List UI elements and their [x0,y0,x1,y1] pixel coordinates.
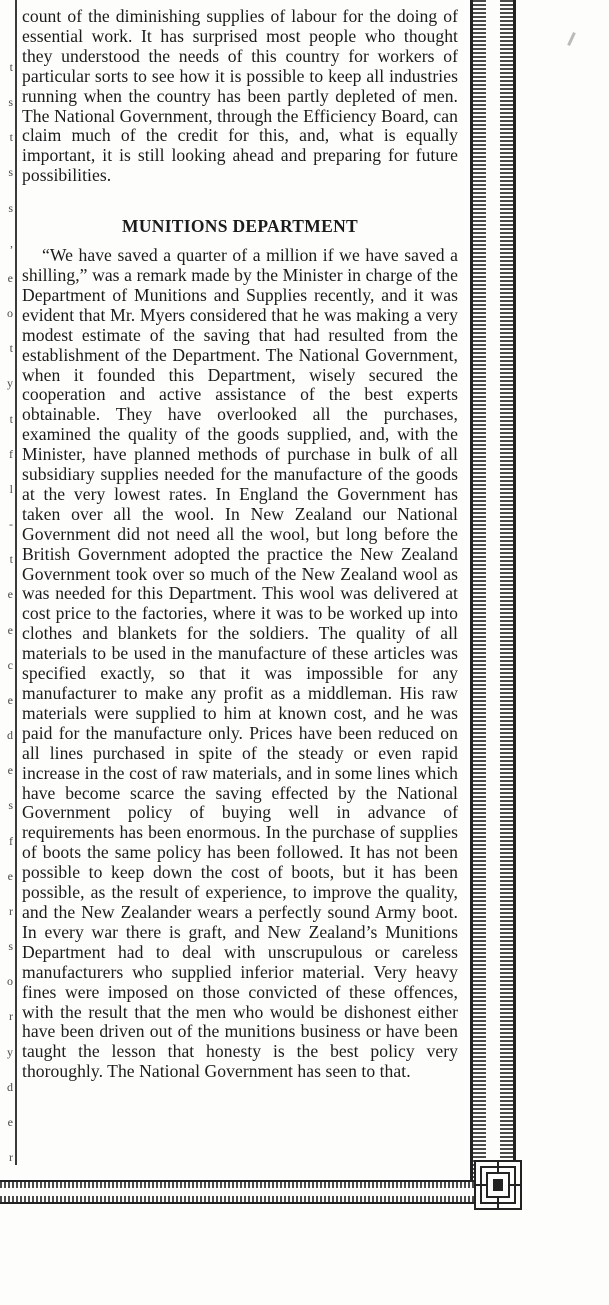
gutter-fragment: d [7,1080,13,1094]
gutter-fragment: d [7,728,13,742]
scan-speck [567,32,576,46]
border-bottom-edge [0,1180,512,1182]
gutter-fragment: s [8,798,13,812]
gutter-fragment: e [7,1115,13,1129]
intro-paragraph: count of the diminishing supplies of labour for the doing of essential work. It has surprised most people who thought they understood the needs of this country for workers of particular sorts to see how it is possible to keep all industries running when the country has been partly depleted of men. The National Government, through the Efficiency Board, can claim much of the credit for this, and, what is equally important, it is still looking ahead and preparing for future possibilities. [22,6,458,186]
gutter-fragment: e [7,869,13,883]
gutter-fragment: - [9,517,13,531]
decorative-border-right-inner [486,0,500,1180]
gutter-fragment: y [7,376,13,390]
gutter-fragment: t [9,341,13,355]
gutter-fragment: e [7,587,13,601]
gutter-fragment: e [7,271,13,285]
gutter-fragment: s [8,939,13,953]
gutter-fragment: o [7,974,13,988]
gutter-fragment: r [9,1009,13,1023]
gutter-fragment: s [8,95,13,109]
gutter-fragment: o [7,306,13,320]
gutter-fragment: e [7,623,13,637]
border-bottom-edge-lower [0,1202,512,1204]
border-corner-ornament [474,1160,522,1210]
gutter-fragment: t [9,552,13,566]
gutter-fragment: y [7,1045,13,1059]
gutter-fragment: r [9,1150,13,1164]
gutter-fragment: l [9,482,13,496]
column-rule [15,0,17,1165]
gutter-fragment: c [7,658,13,672]
gutter-fragment: r [9,904,13,918]
decorative-border-bottom-inner [0,1188,510,1196]
gutter-fragment: s [8,201,13,215]
gutter-fragment: f [9,834,13,848]
gutter-fragment: e [7,763,13,777]
gutter-fragment: e [7,693,13,707]
gutter-fragment: f [9,447,13,461]
munitions-paragraph: “We have saved a quarter of a million if we have saved a shilling,” was a remark made by the Minister in charge of the Department of Munitions and Supplies recently, and it was evident that Mr. Myers considered that he was making a very modest estimate of the saving that had resulted from the establishment of the Department. The National Government, when it founded this Department, wisely secured the cooperation and active assistance of the best experts obtainable. They have overlooked all the purchases, examined the quality of the goods supplied, and, with the Minister, have planned methods of purchase in bulk of all subsidiary supplies needed for the manufacture of the goods at the very lowest rates. In England the Government has taken over all the wool. In New Zealand our National Government did not need all the wool, but long before the British Government adopted the practice the New Zealand Government took over so much of the New Zealand wool as was needed for this Department. This wool was delivered at cost price to the factories, where it was to be worked up into clothes and blankets for the soldiers. The quality of all materials to be used in the manufacture of these articles was specified exactly, so that it was impossible for any manufacturer to make any profit as a middleman. His raw materials were supplied to him at known cost, and he was paid for the manufacture only. Prices have been reduced on all lines purchased in spite of the steady or even rapid increase in the cost of raw materials, and in some lines which have become scarce the saving effected by the National Government policy of buying well in advance of requirements has been enormous. In the purchase of supplies of boots the same policy has been followed. It has not been possible to keep down the cost of boots, but it has been possible, as the result of experience, to improve the quality, and the New Zealander wears a perfectly sound Army boot. In every war there is graft, and New Zealand’s Munitions Department had to deal with unscrupulous or careless manufacturers who supplied inferior material. Very heavy fines were imposed on those convicted of these offences, with the result that the men who would be dishonest either have been driven out of the munitions business or have been taught the lesson that honesty is the best policy very thoroughly. The National Government has seen to that. [22,245,458,1082]
border-right-edge [470,0,473,1180]
gutter-fragment: t [9,130,13,144]
gutter-fragment: t [9,60,13,74]
gutter-fragment: , [10,236,13,250]
article-column [22,7,458,1082]
gutter-fragment: t [9,412,13,426]
border-right-edge-outer [513,0,516,1180]
gutter-fragment: s [8,165,13,179]
section-heading: MUNITIONS DEPARTMENT [122,216,358,237]
adjacent-column-fragments [0,0,14,1165]
